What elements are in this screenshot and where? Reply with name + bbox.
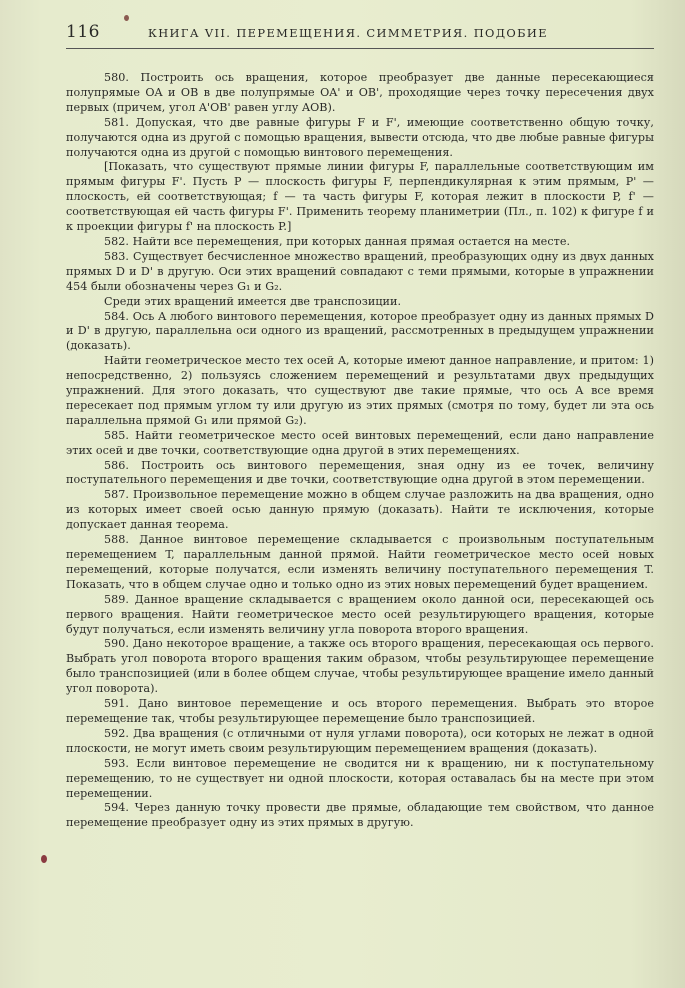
ink-speck	[41, 855, 47, 863]
exercise-587: 587. Произвольное перемещение можно в общем случае разложить на два вращения, одно из которых имеет своей осью данную прямую (доказать). Найти те исключения, которые допускает данная теорема.	[66, 488, 654, 532]
exercise-582: 582. Найти все перемещения, при которых данная прямая остается на месте.	[104, 234, 571, 248]
exercise-584-task: Найти геометрическое место тех осей A, которые имеют данное направление, и притом: 1) непосредственно, 2) пользуясь сложением перемещений и результатами двух предыдущих упражнений. Для этого доказать, что существуют две такие прямые, что ось A все время пересекает под прямым углом ту или другую из этих прямых (смотря по тому, будет ли эта ось параллельна прямой G₁ или прямой G₂).	[66, 354, 654, 427]
exercise-586: 586. Построить ось винтового перемещения, зная одну из ее точек, величину поступательного перемещения и две точки, соответствующие одна другой в этом перемещении.	[66, 458, 654, 487]
exercise-583-note: Среди этих вращений имеется две транспозиции.	[104, 294, 402, 308]
exercise-588: 588. Данное винтовое перемещение складывается с произвольным поступательным перемещением T, параллельным данной прямой. Найти геометрическое место осей новых перемещений, которые получатся, если изменять величину поступательного перемещения T. Показать, что в общем случае одно и только одно из этих новых перемещений будет вращением.	[66, 533, 654, 591]
running-head: КНИГА VII. ПЕРЕМЕЩЕНИЯ. СИММЕТРИЯ. ПОДОБИЕ	[148, 26, 548, 40]
exercise-592: 592. Два вращения (с отличными от нуля углами поворота), оси которых не лежат в одной плоскости, не могут иметь своим результирующим перемещением вращения (доказать).	[66, 726, 654, 755]
exercise-580: 580. Построить ось вращения, которое преобразует две данные пересекающиеся полупрямые OA и OB в две полупрямые OA' и OB', проходящие через точку пересечения двух первых (причем, угол A'OB' равен углу AOB).	[66, 71, 654, 114]
exercise-584: 584. Ось A любого винтового перемещения, которое преобразует одну из данных прямых D и D' в другую, параллельна оси одного из вращений, рассмотренных в предыдущем упражнении (доказать).	[66, 309, 654, 353]
page-number: 116	[66, 22, 100, 42]
book-page	[66, 22, 654, 831]
page-header	[66, 22, 654, 49]
page-body	[66, 71, 654, 831]
exercise-590: 590. Дано некоторое вращение, а также ось второго вращения, пересекающая ось первого. Выбрать угол поворота второго вращения таким образом, чтобы результирующее перемещение было транспозицией (или в более общем случае, чтобы результирующее вращение имело данный угол поворота).	[66, 637, 654, 696]
exercise-589: 589. Данное вращение складывается с вращением около данной оси, пересекающей ось первого вращения. Найти геометрическое место осей результирующего вращения, которые будут получаться, если изменять величину угла поворота второго вращения.	[66, 592, 654, 636]
exercise-581: 581. Допуская, что две равные фигуры F и F', имеющие соответственно общую точку, получаются одна из другой с помощью вращения, вывести отсюда, что две любые равные фигуры получаются одна из другой с помощью винтового перемещения.	[66, 115, 654, 159]
exercise-594: 594. Через данную точку провести две прямые, обладающие тем свойством, что данное перемещение преобразует одну из этих прямых в другую.	[66, 801, 654, 830]
exercise-581-hint: [Показать, что существуют прямые линии фигуры F, параллельные соответствующим им прямым фигуры F'. Пусть P — плоскость фигуры F, перпендикулярная к этим прямым, P' — плоскость, ей соответствующая; f — та часть фигуры F, которая лежит в плоскости P, f' — соответствующая ей часть фигуры F'. Применить теорему планиметрии (Пл., п. 102) к фигуре f и к проекции фигуры f' на плоскость P.]	[66, 160, 654, 234]
exercise-583: 583. Существует бесчисленное множество вращений, преобразующих одну из двух данных прямых D и D' в другую. Оси этих вращений совпадают с теми прямыми, которые в упражнении 454 были обозначены через G₁ и G₂.	[66, 249, 654, 293]
ink-speck	[124, 15, 129, 21]
exercise-591: 591. Дано винтовое перемещение и ось второго перемещения. Выбрать это второе перемещение так, чтобы результирующее перемещение было транспозицией.	[66, 697, 654, 725]
exercise-585: 585. Найти геометрическое место осей винтовых перемещений, если дано направление этих осей и две точки, соответствующие одна другой в этих перемещениях.	[66, 428, 654, 457]
exercise-593: 593. Если винтовое перемещение не сводится ни к вращению, ни к поступательному перемещению, то не существует ни одной плоскости, которая оставалась бы на месте при этом перемещении.	[66, 756, 654, 800]
